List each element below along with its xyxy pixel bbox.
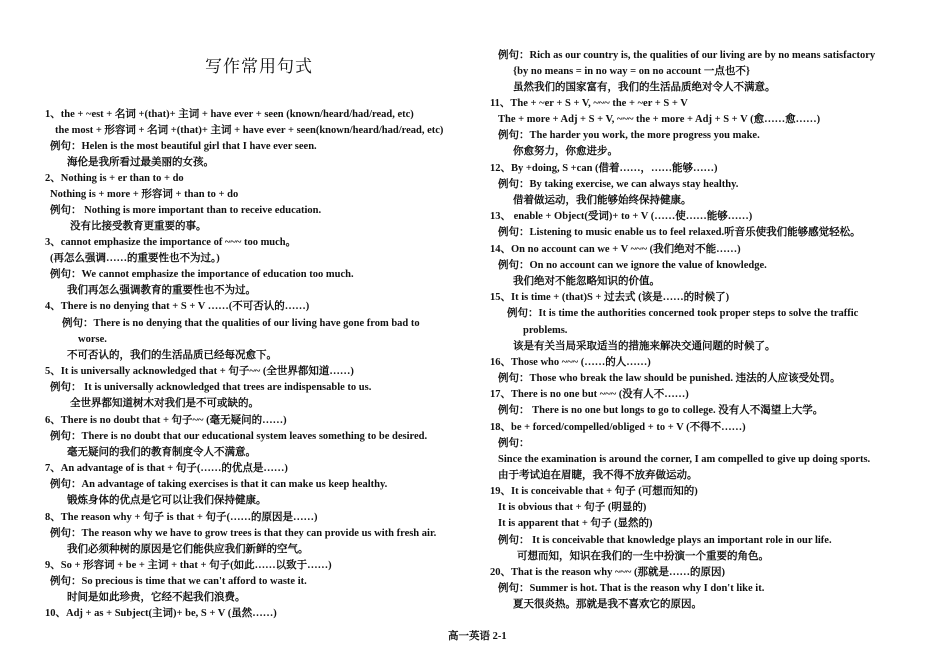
page-title: 写作常用句式 <box>205 57 313 77</box>
right-column-line: 16、Those who ~~~ (……的人……) <box>490 357 651 368</box>
right-column-line: 我们绝对不能忽略知识的价值。 <box>513 276 660 287</box>
right-column-line: problems. <box>523 325 568 336</box>
left-column-line: 9、So + 形容词 + be + 主词 + that + 句子(如此……以致于……) <box>45 560 332 571</box>
left-column-line: 例句：We cannot emphasize the importance of education too much. <box>50 269 354 280</box>
right-column-line: 你愈努力，你愈进步。 <box>513 146 618 157</box>
right-column-line: 13、 enable + Object(受词)+ to + V (……使……能够……) <box>490 211 753 222</box>
left-column-line: the most + 形容词 + 名词 +(that)+ 主词 + have ever + seen(known/heard/had/read, etc) <box>55 125 444 136</box>
left-column-line: 4、There is no denying that + S + V ……(不可否认的……) <box>45 301 310 312</box>
left-column-line: 毫无疑问的我们的教育制度令人不满意。 <box>67 447 256 458</box>
left-column-line: 例句：So precious is time that we can't afford to waste it. <box>50 576 307 587</box>
left-column-line: 没有比接受教育更重要的事。 <box>70 221 207 232</box>
right-column-line: {by no means = in no way = on no account 一点也不} <box>513 66 750 77</box>
right-column-line: 例句：Summer is hot. That is the reason why I don't like it. <box>498 583 765 594</box>
right-column-line: It is obvious that + 句子 (明显的) <box>498 502 647 513</box>
right-column-line: 例句：It is time the authorities concerned took proper steps to solve the traffic <box>507 308 859 319</box>
left-column-line: 6、There is no doubt that + 句子~~ (毫无疑问的……) <box>45 415 287 426</box>
left-column-line: (再怎么强调……的重要性也不为过。) <box>50 253 220 264</box>
left-column-line: 例句：There is no doubt that our educational system leaves something to be desired. <box>50 431 428 442</box>
left-column-line: 例句： Nothing is more important than to receive education. <box>50 205 322 216</box>
left-column-line: 1、the + ~est + 名词 +(that)+ 主词 + have ever + seen (known/heard/had/read, etc) <box>45 109 414 120</box>
left-column-line: 全世界都知道树木对我们是不可或缺的。 <box>70 398 259 409</box>
right-column-line: 例句： There is no one but longs to go to college. 没有人不渴望上大学。 <box>498 405 824 416</box>
left-column-line: 例句： It is universally acknowledged that trees are indispensable to us. <box>50 382 372 393</box>
right-column-line: 例句：Those who break the law should be punished. 违法的人应该受处罚。 <box>498 373 841 384</box>
right-column-line: 例句：Listening to music enable us to feel relaxed.听音乐使我们能够感觉轻松。 <box>498 227 861 238</box>
right-column-line: 可想而知，知识在我们的一生中扮演一个重要的角色。 <box>517 551 769 562</box>
right-column-line: 借着做运动，我们能够始终保持健康。 <box>513 195 692 206</box>
right-column-line: 20、That is the reason why ~~~ (那就是……的原因) <box>490 567 725 578</box>
right-column-line: 11、The + ~er + S + V, ~~~ the + ~er + S + V <box>490 98 688 109</box>
left-column-line: Nothing is + more + 形容词 + than to + do <box>50 189 239 200</box>
right-column-line: 18、be + forced/compelled/obliged + to + V (不得不……) <box>490 422 746 433</box>
right-column-line: 19、It is conceivable that + 句子 (可想而知的) <box>490 486 698 497</box>
left-column-line: 3、cannot emphasize the importance of ~~~ too much。 <box>45 237 297 248</box>
right-column-line: 例句：By taking exercise, we can always stay healthy. <box>498 179 739 190</box>
left-column-line: 锻炼身体的优点是它可以让我们保持健康。 <box>67 495 267 506</box>
right-column-line: 17、There is no one but ~~~ (没有人不……) <box>490 389 689 400</box>
right-column-line: 例句：The harder you work, the more progress you make. <box>498 130 760 141</box>
left-column-line: 例句：An advantage of taking exercises is that it can make us keep healthy. <box>50 479 388 490</box>
right-column-line: 例句： <box>498 438 530 449</box>
right-column-line: 例句：On no account can we ignore the value of knowledge. <box>498 260 767 271</box>
left-column-line: 我们再怎么强调教育的重要性也不为过。 <box>67 285 256 296</box>
right-column-line: 虽然我们的国家富有，我们的生活品质绝对令人不满意。 <box>513 82 776 93</box>
left-column-line: 时间是如此珍贵，它经不起我们浪费。 <box>67 592 246 603</box>
right-column-line: Since the examination is around the corner, I am compelled to give up doing sports. <box>498 454 871 465</box>
right-column-line: 由于考试迫在眉睫，我不得不放弃做运动。 <box>498 470 698 481</box>
left-column-line: 不可否认的，我们的生活品质已经每况愈下。 <box>67 350 277 361</box>
left-column-line: 8、The reason why + 句子 is that + 句子(……的原因是……) <box>45 512 318 523</box>
right-column-line: The + more + Adj + S + V, ~~~ the + more + Adj + S + V (愈……愈……) <box>498 114 821 125</box>
right-column-line: 15、It is time + (that)S + 过去式 (该是……的时候了) <box>490 292 730 303</box>
left-column-line: 7、An advantage of is that + 句子(……的优点是……) <box>45 463 288 474</box>
right-column-line: It is apparent that + 句子 (显然的) <box>498 518 653 529</box>
right-column-line: 例句：Rich as our country is, the qualities of our living are by no means satisfactory <box>498 50 876 61</box>
left-column-line: 例句：Helen is the most beautiful girl that I have ever seen. <box>50 141 317 152</box>
right-column-line: 夏天很炎热。那就是我不喜欢它的原因。 <box>513 599 702 610</box>
right-column-line: 该是有关当局采取适当的措施来解决交通问题的时候了。 <box>513 341 776 352</box>
left-column-line: 例句：There is no denying that the qualities of our living have gone from bad to <box>62 318 420 329</box>
page-footer: 高一英语 2-1 <box>448 631 507 642</box>
left-column-line: 海伦是我所看过最美丽的女孩。 <box>67 157 214 168</box>
right-column-line: 例句： It is conceivable that knowledge plays an important role in our life. <box>498 535 832 546</box>
left-column-line: 例句：The reason why we have to grow trees is that they can provide us with fresh air. <box>50 528 437 539</box>
left-column-line: 10、Adj + as + Subject(主词)+ be, S + V (虽然……) <box>45 608 277 619</box>
left-column-line: worse. <box>78 334 107 345</box>
left-column-line: 2、Nothing is + er than to + do <box>45 173 184 184</box>
right-column-line: 12、By +doing, S +can (借着……，……能够……) <box>490 163 718 174</box>
left-column-line: 5、It is universally acknowledged that + 句子~~ (全世界都知道……) <box>45 366 354 377</box>
right-column-line: 14、On no account can we + V ~~~ (我们绝对不能……) <box>490 244 741 255</box>
left-column-line: 我们必须种树的原因是它们能供应我们新鲜的空气。 <box>67 544 309 555</box>
